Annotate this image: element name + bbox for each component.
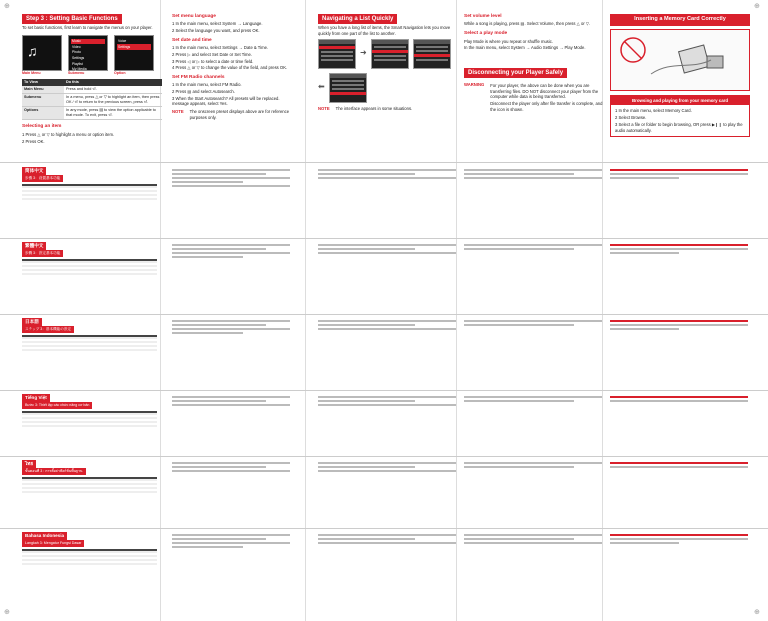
screen-caption: Submenu xyxy=(68,70,85,75)
table-cell: Options xyxy=(22,107,64,120)
note-row xyxy=(318,106,458,112)
playmode-title: Select a play mode xyxy=(464,31,508,37)
playmode-step: In the main menu, select System → Audio Settings → Play Mode. xyxy=(464,45,586,51)
language-label: 简体中文 xyxy=(22,167,46,175)
menu-item: Video xyxy=(72,44,81,49)
language-label: Bahasa Indonesia xyxy=(22,532,67,540)
language-band xyxy=(22,318,750,386)
list-screen xyxy=(329,73,367,103)
language-subtitle: Bước 3: Thiết lập các chức năng cơ bản xyxy=(22,402,92,409)
crop-mark-icon: ⊕ xyxy=(754,3,760,10)
step3-section xyxy=(22,14,162,145)
fm-step: 1 In the main menu, select FM Radio. xyxy=(172,82,242,88)
band-divider xyxy=(0,314,768,315)
insert-title: Inserting a Memory Card Correctly xyxy=(610,14,750,26)
language-label: Tiếng Việt xyxy=(22,394,50,402)
crop-mark-icon: ⊕ xyxy=(4,3,10,10)
menu-item: Settings xyxy=(72,56,85,61)
datetime-step: 3 Press ◁ or ▷ to select a date or time field. xyxy=(172,58,254,64)
list-screen xyxy=(371,39,409,69)
memory-card-illustration xyxy=(610,29,750,91)
settings-section xyxy=(172,14,290,120)
fm-step: 3 When the Start Autosearch? All presets will be replaced. message appears, select Yes. xyxy=(172,95,280,107)
nav-title: Navigating a List Quickly xyxy=(318,14,397,24)
table-row xyxy=(22,86,162,94)
navigation-section xyxy=(318,14,458,112)
translated-table xyxy=(22,411,157,427)
band-divider xyxy=(0,238,768,239)
table-cell: In a menu, press △ or ▽ to highlight an item, then press OK / ⏎ to return to the previous screen, press ⏎. xyxy=(64,93,162,106)
language-step: 2 Select the language you want, and press OK. xyxy=(172,28,260,34)
menu-item: Settings xyxy=(117,44,151,50)
step3-title: Step 3 : Setting Basic Functions xyxy=(22,14,122,24)
table-cell: In any mode, press ▤ to view the option applicable to that mode. To exit, press ⏎. xyxy=(64,107,162,120)
language-band xyxy=(22,167,750,235)
list-screen xyxy=(413,39,451,69)
screen-caption: Option xyxy=(114,70,126,75)
step3-intro: To set basic functions, first learn to navigate the menus on your player. xyxy=(22,25,153,31)
note-label: NOTE xyxy=(172,109,184,115)
translated-table xyxy=(22,477,157,493)
warning-row xyxy=(464,82,604,113)
selecting-step: 1 Press △ or ▽ to highlight a menu or option item. xyxy=(22,131,115,137)
warning-label: WARNING xyxy=(464,82,485,88)
band-divider xyxy=(0,528,768,529)
language-subtitle: ステップ 3：基本機能の設定 xyxy=(22,326,74,333)
language-title: Set menu language xyxy=(172,14,216,19)
table-cell: Press and hold ⏎. xyxy=(64,86,162,94)
language-band xyxy=(22,242,750,310)
screen-caption: Main Menu xyxy=(22,70,41,75)
table-header: Do this xyxy=(64,79,162,86)
browse-step: 2 Select Browse. xyxy=(615,115,647,121)
selecting-title: Selecting an item xyxy=(22,124,62,130)
option-screen xyxy=(114,35,154,71)
browse-step: 3 Select a file or folder to begin browsing, OR press ▶❙❙ to play the audio automatically. xyxy=(615,121,743,133)
playmode-text: Play Mode is where you repeat or shuffle music. xyxy=(464,38,554,44)
translated-table xyxy=(22,335,157,351)
selecting-step: 2 Press OK. xyxy=(22,138,45,144)
language-subtitle: 步骤 3：设置基本功能 xyxy=(22,175,63,182)
submenu-screen xyxy=(68,35,108,71)
language-subtitle: 步驟 3：設定基本功能 xyxy=(22,250,63,257)
nav-intro: When you have a long list of items, the Smart Navigation lets you move quickly from one part of the list to another. xyxy=(318,25,451,36)
browse-box xyxy=(610,95,750,138)
warning-text: For your player, the above can be done when you are transferring files. DO NOT disconnect your player from the computer while data is being transferred. xyxy=(490,83,599,100)
fm-title: Set FM Radio channels xyxy=(172,74,225,80)
fm-step: 2 Press ▤ and select Autosearch. xyxy=(172,89,235,95)
audio-section xyxy=(464,14,604,113)
menu-screens xyxy=(22,35,162,71)
language-label: 繁體中文 xyxy=(22,242,46,250)
table-cell: Main Menu xyxy=(22,86,64,94)
memory-card-section xyxy=(610,14,750,137)
browse-step: 1 In the main menu, select Memory Card. xyxy=(615,108,692,114)
language-label: 日本語 xyxy=(22,318,42,326)
list-screens xyxy=(318,39,458,103)
band-divider xyxy=(0,390,768,391)
translated-table xyxy=(22,259,157,275)
note-text: The interface appears in some situations. xyxy=(335,106,413,112)
menu-item: Playlist xyxy=(72,61,83,66)
datetime-step: 4 Press △ or ▽ to change the value of the field, and press OK. xyxy=(172,65,288,71)
datetime-step: 2 Press ▷ and select Set Date or Set Time. xyxy=(172,51,253,57)
volume-title: Set volume level xyxy=(464,14,502,19)
language-band xyxy=(22,460,750,522)
band-divider xyxy=(0,456,768,457)
note-row xyxy=(172,109,290,120)
menu-item: My Media xyxy=(72,67,87,72)
disconnect-title: Disconnecting your Player Safely xyxy=(464,68,567,78)
language-label: ไทย xyxy=(22,460,36,468)
table-cell: Submenu xyxy=(22,93,64,106)
memory-card-icon xyxy=(611,30,749,88)
warning-text: Disconnect the player only after file transfer is complete, and the icon is shown. xyxy=(490,101,603,112)
band-divider xyxy=(0,162,768,163)
language-subtitle: Langkah 3: Mengatur Fungsi Dasar xyxy=(22,540,84,547)
main-menu-screen xyxy=(22,35,62,71)
translated-table xyxy=(22,184,157,200)
language-subtitle: ขั้นตอนที่ 3 : การตั้งค่าฟังก์ชั่นพื้นฐาน xyxy=(22,468,86,475)
table-row xyxy=(22,93,162,106)
language-step: 1 In the main menu, select System → Language. xyxy=(172,21,263,27)
note-text: The onscreen preset displays above are for reference purposes only. xyxy=(189,109,290,120)
crop-mark-icon: ⊕ xyxy=(4,609,10,616)
language-band xyxy=(22,532,750,602)
crop-mark-icon: ⊕ xyxy=(754,609,760,616)
menu-item: Voice xyxy=(118,39,127,44)
table-row xyxy=(22,107,162,120)
datetime-title: Set date and time xyxy=(172,37,212,43)
arrow-left-icon: ⬅ xyxy=(318,82,325,92)
table-header: To View xyxy=(22,79,64,86)
note-label: NOTE xyxy=(318,106,330,112)
menu-item: Music xyxy=(71,39,105,45)
language-band xyxy=(22,394,750,452)
music-note-icon: ♫ xyxy=(27,42,38,59)
arrow-right-icon: ➜ xyxy=(360,48,367,58)
navigation-table xyxy=(22,79,162,121)
volume-text: While a song is playing, press ▤. Select Volume, then press △ or ▽. xyxy=(464,21,591,27)
translated-table xyxy=(22,549,157,565)
datetime-step: 1 In the main menu, select Settings → Date & Time. xyxy=(172,45,269,51)
list-screen xyxy=(318,39,356,69)
browse-title: Browsing and playing from your memory card xyxy=(611,96,749,106)
menu-item: Photo xyxy=(72,50,81,55)
